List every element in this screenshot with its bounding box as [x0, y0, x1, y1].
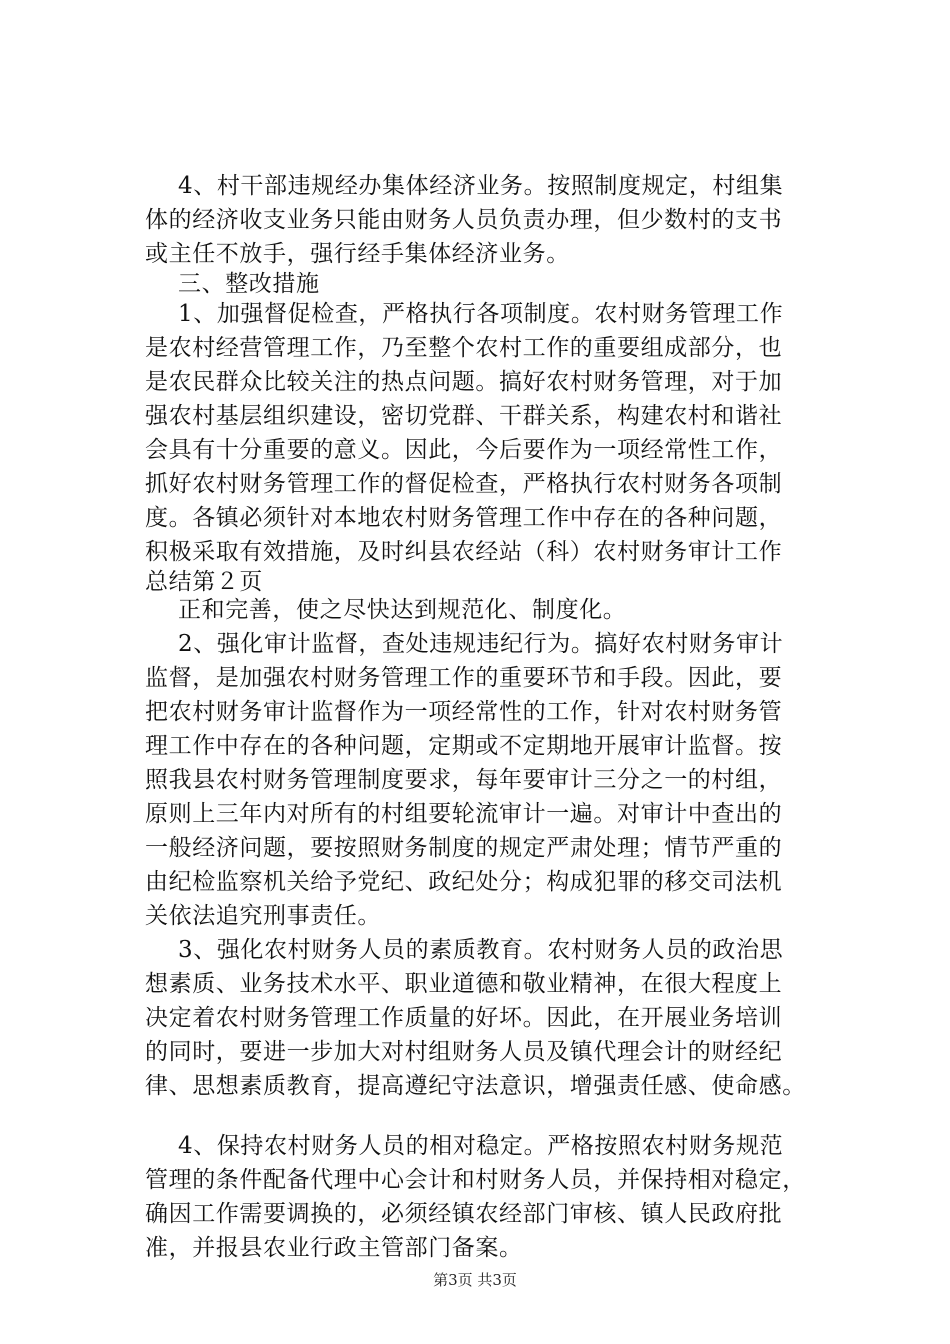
text-line: 把农村财务审计监督作为一项经常性的工作，针对农村财务管 [145, 699, 783, 725]
text-line: 关依法追究刑事责任。 [145, 903, 381, 929]
page-number-footer: 第3页 共3页 [433, 1271, 517, 1289]
text-line: 度。各镇必须针对本地农村财务管理工作中存在的各种问题， [145, 505, 783, 531]
text-line: 1、加强督促检查，严格执行各项制度。农村财务管理工作 [178, 301, 784, 327]
text-line: 总结第２页 [145, 569, 263, 595]
text-line: 一般经济问题，要按照财务制度的规定严肃处理；情节严重的 [145, 835, 783, 861]
text-line: 是农村经营管理工作，乃至整个农村工作的重要组成部分，也 [145, 335, 783, 361]
text-line: 强农村基层组织建设，密切党群、干群关系，构建农村和谐社 [145, 403, 783, 429]
text-line: 4、村干部违规经办集体经济业务。按照制度规定，村组集 [178, 173, 784, 199]
text-line: 会具有十分重要的意义。因此，今后要作为一项经常性工作， [145, 437, 783, 463]
text-line: 的同时，要进一步加大对村组财务人员及镇代理会计的财经纪 [145, 1039, 783, 1065]
text-line: 确因工作需要调换的，必须经镇农经部门审核、镇人民政府批 [145, 1201, 783, 1227]
text-line: 3、强化农村财务人员的素质教育。农村财务人员的政治思 [178, 937, 784, 963]
text-line: 监督，是加强农村财务管理工作的重要环节和手段。因此，要 [145, 665, 783, 691]
text-line: 管理的条件配备代理中心会计和村财务人员，并保持相对稳定， [145, 1167, 806, 1193]
text-line: 正和完善，使之尽快达到规范化、制度化。 [178, 597, 627, 623]
text-line: 4、保持农村财务人员的相对稳定。严格按照农村财务规范 [178, 1133, 784, 1159]
text-line: 或主任不放手，强行经手集体经济业务。 [145, 241, 570, 267]
text-line: 体的经济收支业务只能由财务人员负责办理，但少数村的支书 [145, 207, 783, 233]
text-line: 准，并报县农业行政主管部门备案。 [145, 1235, 523, 1261]
text-line: 想素质、业务技术水平、职业道德和敬业精神，在很大程度上 [145, 971, 783, 997]
text-line: 抓好农村财务管理工作的督促检查，严格执行农村财务各项制 [145, 471, 783, 497]
text-line: 积极采取有效措施，及时纠县农经站（科）农村财务审计工作 [145, 539, 783, 565]
text-line: 决定着农村财务管理工作质量的好坏。因此，在开展业务培训 [145, 1005, 783, 1031]
text-line: 律、思想素质教育，提高遵纪守法意识，增强责任感、使命感。 [145, 1073, 806, 1099]
text-line: 2、强化审计监督，查处违规违纪行为。搞好农村财务审计 [178, 631, 784, 657]
text-line: 由纪检监察机关给予党纪、政纪处分；构成犯罪的移交司法机 [145, 869, 783, 895]
text-line: 原则上三年内对所有的村组要轮流审计一遍。对审计中查出的 [145, 801, 783, 827]
text-line: 理工作中存在的各种问题，定期或不定期地开展审计监督。按 [145, 733, 783, 759]
section-heading: 三、整改措施 [178, 271, 320, 297]
text-line: 照我县农村财务管理制度要求，每年要审计三分之一的村组， [145, 767, 783, 793]
text-line: 是农民群众比较关注的热点问题。搞好农村财务管理，对于加 [145, 369, 783, 395]
